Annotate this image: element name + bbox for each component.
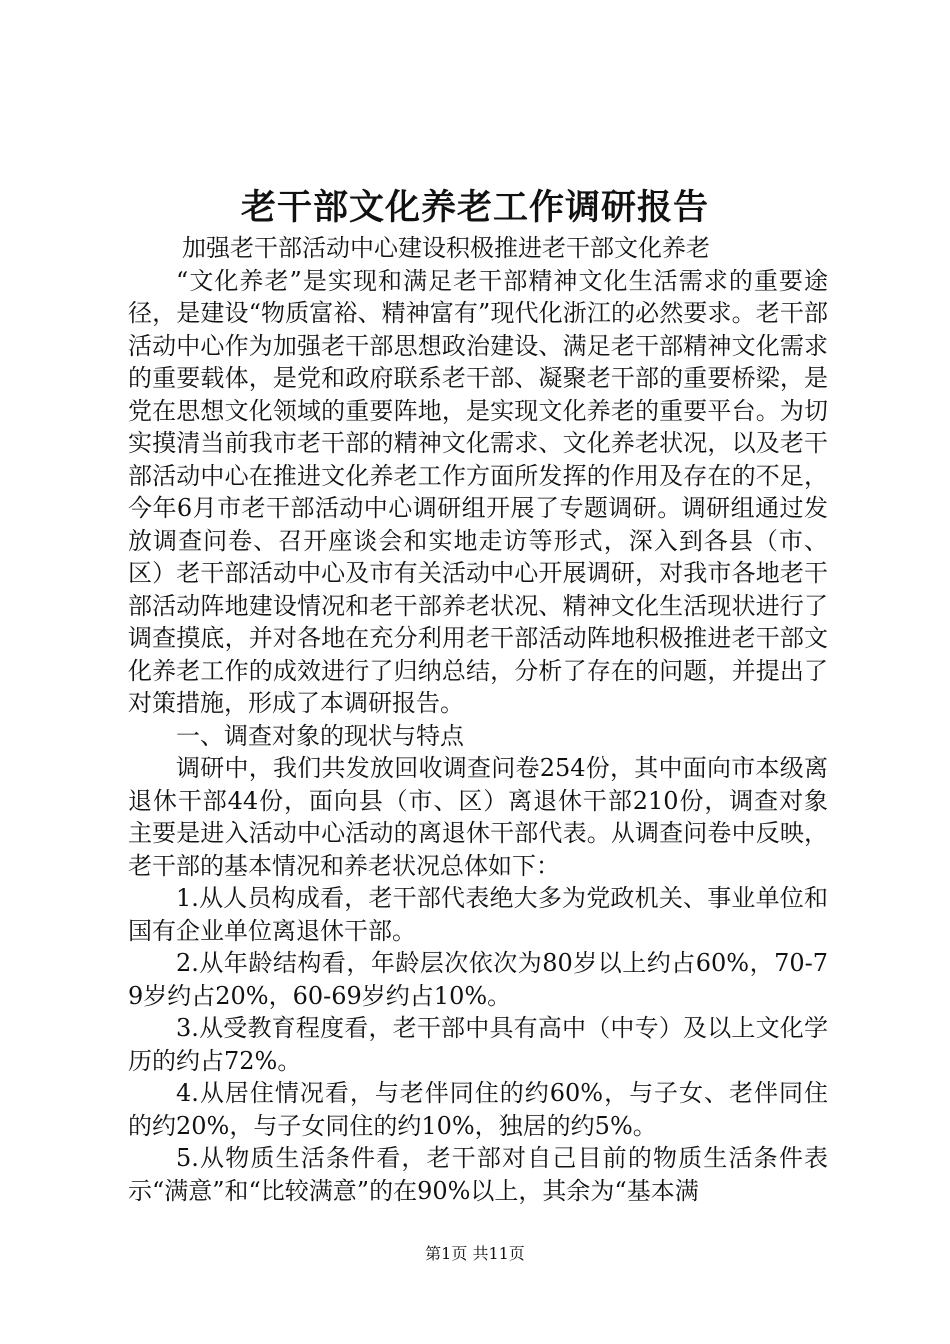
list-item-2: 2.从年龄结构看，年龄层次依次为80岁以上约占60%，70-79岁约占20%，60-69岁约占10%。 xyxy=(128,949,828,1010)
survey-paragraph: 调研中，我们共发放回收调查问卷254份，其中面向市本级离退休干部44份，面向县（市、区）离退休干部210份，调查对象主要是进入活动中心活动的离退休干部代表。从调查问卷中反映，老干部的基本情况和养老状况总体如下： xyxy=(128,754,828,880)
list-item-1: 1.从人员构成看，老干部代表绝大多为党政机关、事业单位和国有企业单位离退休干部。 xyxy=(128,884,828,945)
list-item-3: 3.从受教育程度看，老干部中具有高中（中专）及以上文化学历的约占72%。 xyxy=(128,1014,828,1075)
list-item-4: 4.从居住情况看，与老伴同住的约60%，与子女、老伴同住的约20%，与子女同住的约10%，独居的约5%。 xyxy=(128,1079,828,1140)
section-heading: 一、调查对象的现状与特点 xyxy=(176,721,464,750)
document-body xyxy=(128,232,828,1207)
intro-paragraph: “文化养老”是实现和满足老干部精神文化生活需求的重要途径，是建设“物质富裕、精神富有”现代化浙江的必然要求。老干部活动中心作为加强老干部思想政治建设、满足老干部精神文化需求的重要载体，是党和政府联系老干部、凝聚老干部的重要桥梁，是党在思想文化领域的重要阵地，是实现文化养老的重要平台。为切实摸清当前我市老干部的精神文化需求、文化养老状况，以及老干部活动中心在推进文化养老工作方面所发挥的作用及存在的不足，今年6月市老干部活动中心调研组开展了专题调研。调研组通过发放调查问卷、召开座谈会和实地走访等形式，深入到各县（市、区）老干部活动中心及市有关活动中心开展调研，对我市各地老干部活动阵地建设情况和老干部养老状况、精神文化生活现状进行了调查摸底，并对各地在充分利用老干部活动阵地积极推进老干部文化养老工作的成效进行了归纳总结，分析了存在的问题，并提出了对策措施，形成了本调研报告。 xyxy=(128,266,828,717)
document-title: 老干部文化养老工作调研报告 xyxy=(240,187,709,228)
page-footer: 第1页 共11页 xyxy=(425,1244,525,1263)
subtitle-paragraph: 加强老干部活动中心建设积极推进老干部文化养老 xyxy=(182,234,710,262)
list-item-5: 5.从物质生活条件看，老干部对自己目前的物质生活条件表示“满意”和“比较满意”的在90%以上，其余为“基本满 xyxy=(128,1144,828,1205)
